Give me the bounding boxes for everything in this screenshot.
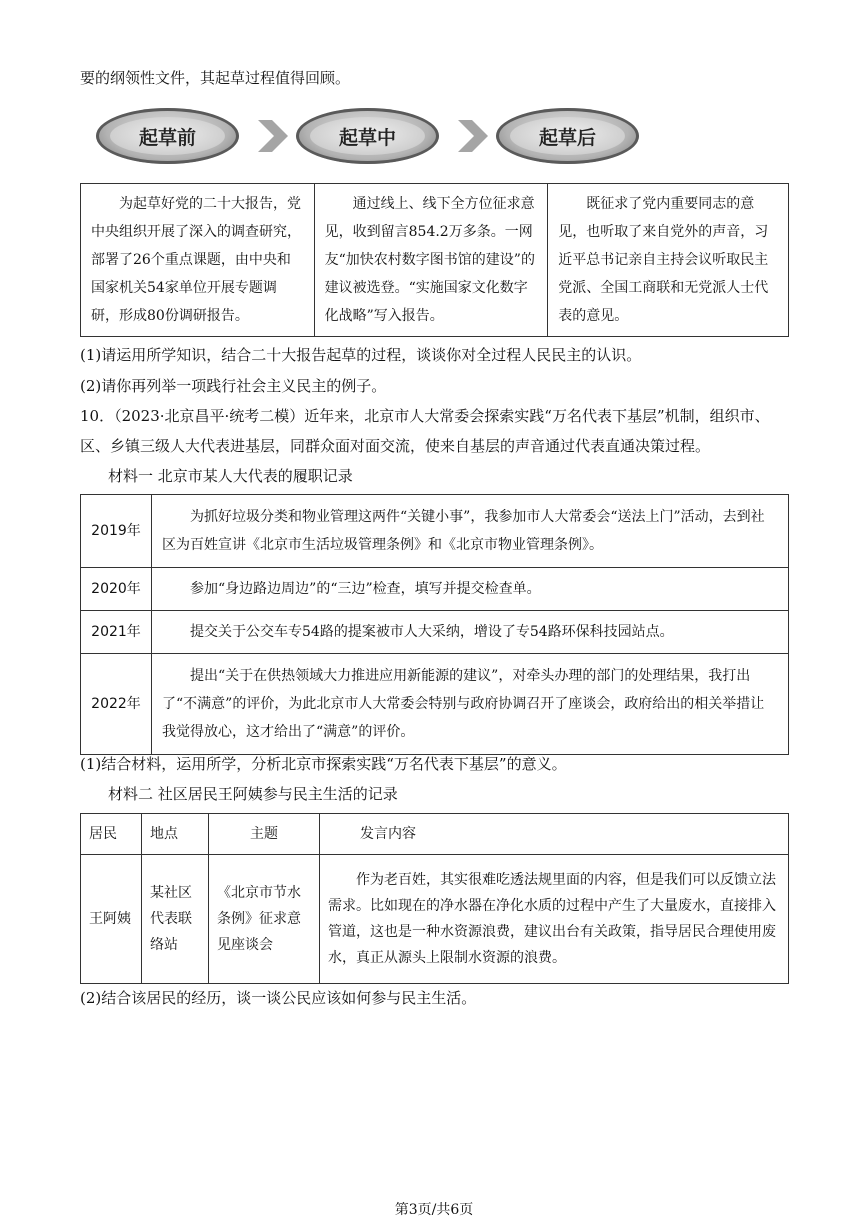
header-resident: 居民 xyxy=(81,814,142,855)
header-speech: 发言内容 xyxy=(320,814,789,855)
question-10-line-1: 10．（2023·北京昌平·统考二模）近年来，北京市人大常委会探索实践“万名代表下基层”机制，组织市、 xyxy=(80,407,770,425)
material-2-title: 材料二 社区居民王阿姨参与民主生活的记录 xyxy=(108,785,398,803)
representative-record-table xyxy=(80,494,789,755)
record-cell: 提交关于公交车专54路的提案被市人大采纳，增设了专54路环保科技园站点。 xyxy=(152,611,789,654)
question-10-line-2: 区、乡镇三级人大代表进基层，同群众面对面交流，使来自基层的声音通过代表直通决策过程。 xyxy=(80,437,711,455)
drafting-process-flow xyxy=(96,104,641,166)
table-row xyxy=(81,855,789,984)
speech-cell: 作为老百姓，其实很难吃透法规里面的内容，但是我们可以反馈立法需求。比如现在的净水器在净化水质的过程中产生了大量废水，直接排入管道，这也是一种水资源浪费，建议出台有关政策，指导居民合理使用废水，真正从源头上限制水资源的浪费。 xyxy=(320,855,789,984)
place-cell: 某社区代表联络站 xyxy=(142,855,209,984)
drafting-before-cell: 为起草好党的二十大报告，党中央组织开展了深入的调查研究，部署了26个重点课题，由中央和国家机关54家单位开展专题调研，形成80份调研报告。 xyxy=(81,184,315,337)
question-9-1: (1)请运用所学知识，结合二十大报告起草的过程，谈谈你对全过程人民民主的认识。 xyxy=(80,346,642,364)
year-cell: 2020年 xyxy=(81,568,152,611)
step-during-label: 起草中 xyxy=(310,117,425,155)
chevron-right-icon xyxy=(454,118,490,154)
question-10-1: (1)结合材料，运用所学，分析北京市探索实践“万名代表下基层”的意义。 xyxy=(80,755,567,773)
table-row xyxy=(81,654,789,755)
step-after-label: 起草后 xyxy=(510,117,625,155)
step-before-label: 起草前 xyxy=(110,117,225,155)
drafting-after-cell: 既征求了党内重要同志的意见，也听取了来自党外的声音，习近平总书记亲自主持会议听取民主党派、全国工商联和无党派人士代表的意见。 xyxy=(548,184,789,337)
topic-cell: 《北京市节水条例》征求意见座谈会 xyxy=(209,855,320,984)
drafting-table xyxy=(80,183,789,337)
resident-record-table xyxy=(80,813,789,984)
chevron-right-icon xyxy=(254,118,290,154)
record-cell: 参加“身边路边周边”的“三边”检查，填写并提交检查单。 xyxy=(152,568,789,611)
year-cell: 2022年 xyxy=(81,654,152,755)
table-row xyxy=(81,568,789,611)
question-9-2: (2)请你再列举一项践行社会主义民主的例子。 xyxy=(80,377,387,395)
page-number: 第3页/共6页 xyxy=(394,1202,474,1218)
step-before-pill xyxy=(96,108,239,164)
question-10-2: (2)结合该居民的经历，谈一谈公民应该如何参与民主生活。 xyxy=(80,989,477,1007)
year-cell: 2019年 xyxy=(81,495,152,568)
step-after-pill xyxy=(496,108,639,164)
step-during-pill xyxy=(296,108,439,164)
header-place: 地点 xyxy=(142,814,209,855)
table-row xyxy=(81,611,789,654)
header-topic: 主题 xyxy=(209,814,320,855)
year-cell: 2021年 xyxy=(81,611,152,654)
table-header-row xyxy=(81,814,789,855)
drafting-during-cell: 通过线上、线下全方位征求意见，收到留言854.2万多条。一网友“加快农村数字图书馆的建设”的建议被选登。“实施国家文化数字化战略”写入报告。 xyxy=(314,184,548,337)
record-cell: 为抓好垃圾分类和物业管理这两件“关键小事”，我参加市人大常委会“送法上门”活动，去到社区为百姓宣讲《北京市生活垃圾管理条例》和《北京市物业管理条例》。 xyxy=(152,495,789,568)
material-1-title: 材料一 北京市某人大代表的履职记录 xyxy=(108,467,353,485)
table-row xyxy=(81,495,789,568)
intro-line: 要的纲领性文件，其起草过程值得回顾。 xyxy=(80,69,351,87)
resident-cell: 王阿姨 xyxy=(81,855,142,984)
record-cell: 提出“关于在供热领域大力推进应用新能源的建议”，对牵头办理的部门的处理结果，我打出了“不满意”的评价，为此北京市人大常委会特别与政府协调召开了座谈会，政府给出的相关举措让我觉得放心，这才给出了“满意”的评价。 xyxy=(152,654,789,755)
